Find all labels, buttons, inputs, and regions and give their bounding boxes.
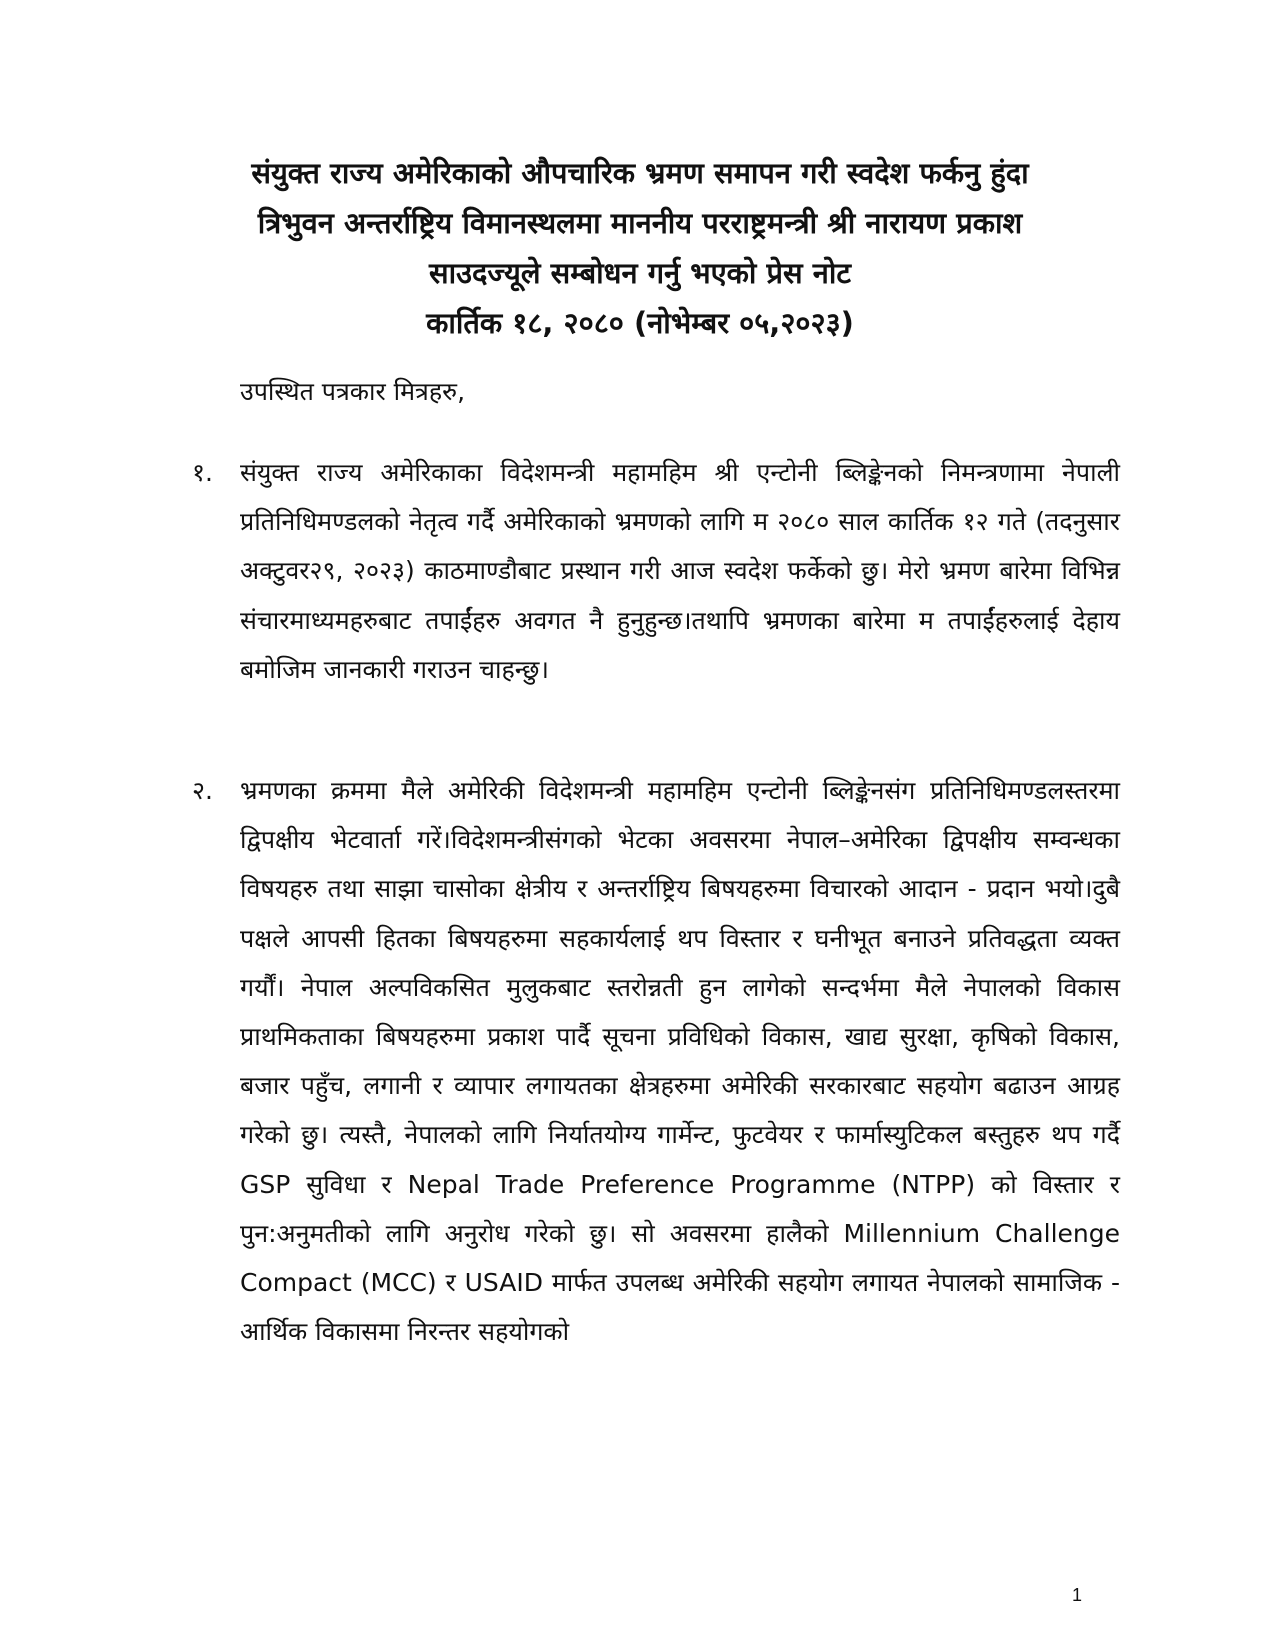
title-line-2: त्रिभुवन अन्तर्राष्ट्रिय विमानस्थलमा माननीय परराष्ट्रमन्त्री श्री नारायण प्रकाश (257, 206, 1023, 240)
paragraph-2 (192, 766, 1120, 1356)
title-date: कार्तिक १८, २०८० (नोभेम्बर ०५,२०२३) (426, 306, 854, 340)
salutation: उपस्थित पत्रकार मित्रहरु, (240, 377, 466, 406)
paragraph-text: भ्रमणका क्रममा मैले अमेरिकी विदेशमन्त्री महामहिम एन्टोनी ब्लिङ्केनसंग प्रतिनिधिमण्डलस्तरमा द्विपक्षीय भेटवार्ता गरें।विदेशमन्त्रीसंगको भेटका अवसरमा नेपाल–अमेरिका द्विपक्षीय सम्वन्धका विषयहरु तथा साझा चासोका क्षेत्रीय र अन्तर्राष्ट्रिय बिषयहरुमा विचारको आदान - प्रदान भयो।दुबै पक्षले आपसी हितका बिषयहरुमा सहकार्यलाई थप विस्तार र घनीभूत बनाउने प्रतिवद्धता व्यक्त गर्यौं। नेपाल अल्पविकसित मुलुकबाट स्तरोन्नती हुन लागेको सन्दर्भमा मैले नेपालको विकास प्राथमिकताका बिषयहरुमा प्रकाश पार्दै सूचना प्रविधिको विकास, खाद्य सुरक्षा, कृषिको विकास, बजार पहुँच, लगानी र व्यापार लगायतका क्षेत्रहरुमा अमेरिकी सरकारबाट सहयोग बढाउन आग्रह गरेको छु। त्यस्तै, नेपालको लागि निर्यातयोग्य गार्मेन्ट, फुटवेयर र फार्मास्युटिकल बस्तुहरु थप गर्दै GSP सुविधा र Nepal Trade Preference Programme (NTPP) को विस्तार र पुन:अनुमतीको लागि अनुरोध गरेको छु। सो अवसरमा हालैको Millennium Challenge Compact (MCC) र USAID मार्फत उपलब्ध अमेरिकी सहयोग लगायत नेपालको सामाजिक - आर्थिक विकासमा निरन्तर सहयोगको (240, 776, 1120, 1347)
press-note-title (190, 148, 1090, 348)
title-line-3: साउदज्यूले सम्बोधन गर्नु भएको प्रेस नोट (429, 256, 851, 290)
paragraph-number: २. (192, 776, 213, 805)
paragraph-1 (192, 448, 1120, 694)
paragraph-number: १. (192, 458, 213, 487)
title-line-1: संयुक्त राज्य अमेरिकाको औपचारिक भ्रमण समापन गरी स्वदेश फर्कनु हुंदा (251, 156, 1029, 190)
page-number: 1 (1072, 1585, 1083, 1605)
paragraph-text: संयुक्त राज्य अमेरिकाका विदेशमन्त्री महामहिम श्री एन्टोनी ब्लिङ्केनको निमन्त्रणामा नेपाली प्रतिनिधिमण्डलको नेतृत्व गर्दै अमेरिकाको भ्रमणको लागि म २०८० साल कार्तिक १२ गते (तदनुसार अक्टुवर२९, २०२३) काठमाण्डौबाट प्रस्थान गरी आज स्वदेश फर्केको छु। मेरो भ्रमण बारेमा विभिन्न संचारमाध्यमहरुबाट तपाईंहरु अवगत नै हुनुहुन्छ।तथापि भ्रमणका बारेमा म तपाईंहरुलाई देहाय बमोजिम जानकारी गराउन चाहन्छु। (240, 458, 1120, 684)
